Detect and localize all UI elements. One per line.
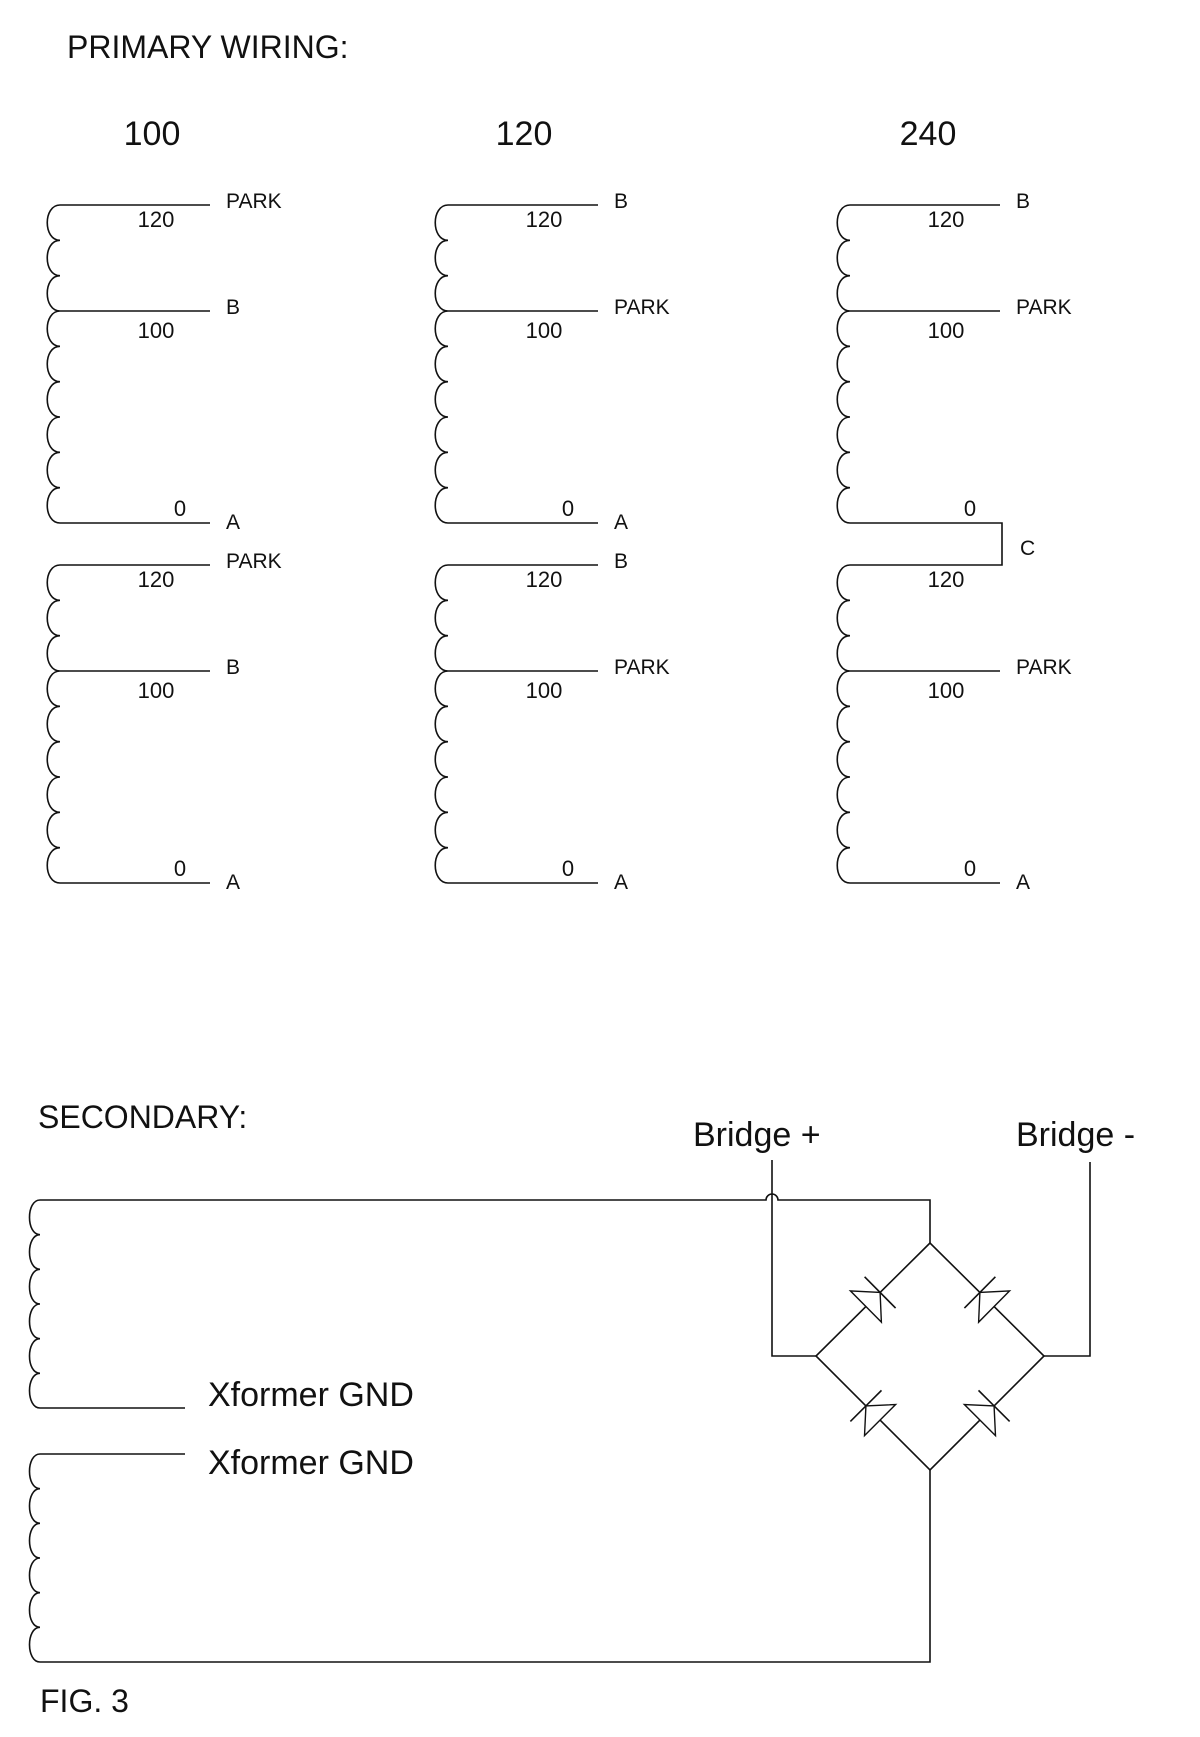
winding-number-top: 120 bbox=[137, 207, 175, 232]
series-link-label: C bbox=[1020, 537, 1036, 560]
primary-winding bbox=[837, 565, 1071, 894]
secondary-wiring bbox=[30, 1160, 1091, 1662]
winding-number-middle: 100 bbox=[137, 678, 175, 703]
winding-number-middle: 100 bbox=[927, 318, 965, 343]
tap-label-top: PARK bbox=[226, 550, 282, 573]
column-voltage-title: 120 bbox=[495, 115, 553, 153]
tap-label-bottom: A bbox=[614, 511, 629, 534]
column-voltage-title: 240 bbox=[899, 115, 957, 153]
tap-label-middle: B bbox=[226, 296, 241, 319]
tap-label-bottom: A bbox=[226, 871, 241, 894]
winding-number-top: 120 bbox=[137, 567, 175, 592]
bridge-diamond bbox=[816, 1243, 1044, 1470]
winding-number-bottom: 0 bbox=[963, 856, 977, 881]
bridge-minus-lead bbox=[1044, 1162, 1090, 1356]
tap-label-middle: PARK bbox=[614, 656, 670, 679]
winding-coil bbox=[47, 205, 60, 523]
winding-number-bottom: 0 bbox=[561, 496, 575, 521]
winding-number-middle: 100 bbox=[525, 678, 563, 703]
tap-label-top: B bbox=[614, 550, 629, 573]
xformer-gnd-label-lower: Xformer GND bbox=[208, 1444, 414, 1482]
tap-label-top: B bbox=[614, 190, 629, 213]
winding-coil bbox=[435, 565, 448, 883]
secondary-heading: SECONDARY: bbox=[38, 1099, 248, 1135]
tap-label-middle: PARK bbox=[1016, 296, 1072, 319]
winding-coil bbox=[47, 565, 60, 883]
primary-winding bbox=[435, 190, 669, 534]
winding-coil bbox=[837, 565, 850, 883]
primary-column-2 bbox=[435, 115, 669, 894]
winding-number-top: 120 bbox=[927, 207, 965, 232]
primary-heading: PRIMARY WIRING: bbox=[67, 29, 349, 65]
winding-number-middle: 100 bbox=[525, 318, 563, 343]
winding-number-top: 120 bbox=[927, 567, 965, 592]
secondary-coil-lower bbox=[30, 1454, 41, 1662]
tap-label-bottom: A bbox=[1016, 871, 1031, 894]
secondary-bottom-wire bbox=[40, 1470, 930, 1662]
bridge-plus-lead bbox=[772, 1160, 816, 1356]
winding-number-bottom: 0 bbox=[173, 856, 187, 881]
primary-column-3 bbox=[837, 115, 1071, 894]
winding-number-bottom: 0 bbox=[561, 856, 575, 881]
tap-label-top: B bbox=[1016, 190, 1031, 213]
winding-number-middle: 100 bbox=[927, 678, 965, 703]
secondary-top-wire bbox=[40, 1194, 930, 1243]
winding-number-top: 120 bbox=[525, 207, 563, 232]
diode-bridge bbox=[816, 1243, 1044, 1470]
xformer-gnd-label-upper: Xformer GND bbox=[208, 1376, 414, 1414]
winding-coil bbox=[837, 205, 850, 523]
winding-number-bottom: 0 bbox=[963, 496, 977, 521]
figure-label: FIG. 3 bbox=[40, 1683, 129, 1719]
tap-label-bottom: A bbox=[226, 511, 241, 534]
primary-wiring bbox=[47, 115, 1071, 894]
series-link-wire bbox=[1000, 523, 1002, 565]
winding-number-bottom: 0 bbox=[173, 496, 187, 521]
winding-number-top: 120 bbox=[525, 567, 563, 592]
primary-winding bbox=[435, 550, 669, 894]
tap-label-top: PARK bbox=[226, 190, 282, 213]
primary-winding bbox=[47, 550, 281, 894]
tap-label-bottom: A bbox=[614, 871, 629, 894]
primary-column-1 bbox=[47, 115, 281, 894]
winding-number-middle: 100 bbox=[137, 318, 175, 343]
winding-coil bbox=[435, 205, 448, 523]
column-voltage-title: 100 bbox=[123, 115, 181, 153]
primary-winding bbox=[47, 190, 281, 534]
tap-label-middle: PARK bbox=[614, 296, 670, 319]
tap-label-middle: B bbox=[226, 656, 241, 679]
bridge-plus-label: Bridge + bbox=[693, 1116, 821, 1154]
primary-winding bbox=[837, 190, 1071, 523]
tap-label-middle: PARK bbox=[1016, 656, 1072, 679]
bridge-minus-label: Bridge - bbox=[1016, 1116, 1136, 1154]
secondary-coil-upper bbox=[30, 1200, 41, 1408]
